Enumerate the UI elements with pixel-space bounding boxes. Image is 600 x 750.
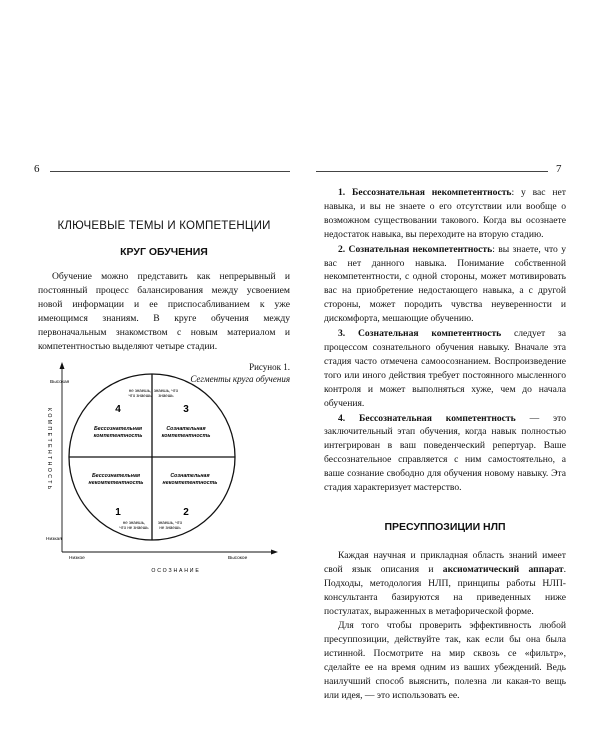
figure-caption-text: Сегменты круга обучения: [190, 374, 290, 385]
quadrant-3-note-line2: знаешь: [158, 393, 174, 398]
stage-2-bold: 2. Сознательная некомпетентность: [338, 243, 493, 255]
section-title: КЛЮЧЕВЫЕ ТЕМЫ И КОМПЕТЕНЦИИ: [57, 220, 271, 232]
para1-part-b: . Подходы, методология НЛП, принципы работы НЛП-консультанта базируются на приведенных ниже постулатах, выраженных в метафорической форме.: [324, 563, 567, 617]
quadrant-1-label-line2: некомпетентность: [88, 480, 144, 486]
quadrant-1-label-line1: Бессознательная: [91, 473, 141, 479]
quadrant-3-label-line1: Сознательная: [166, 426, 206, 432]
para1-part-a: Каждая научная и прикладная область знаний имеет свой язык описания и: [324, 549, 566, 575]
para1-bold: аксиоматический аппарат: [442, 563, 564, 575]
quadrant-2-note-line1: знаешь, что: [157, 520, 183, 525]
quadrant-3-note-line1: знаешь, что: [153, 388, 179, 393]
quadrant-4-note-line2: что знаешь: [128, 393, 152, 398]
stage-1-text: : у вас нет навыка, и вы не знаете о его отсутствии или вообще о возможном существовании такового. Когда вы осознаете недостаток навыка, вы переходите на вторую стадию.: [324, 187, 566, 240]
x-axis-arrow: [271, 550, 278, 555]
quadrant-1-number: 1: [115, 507, 121, 518]
presuppositions-paragraph-1: [324, 549, 566, 619]
intro-paragraph: Обучение можно представить как непрерывный и постоянный процесс балансирования между усвоением новой информации и ее приспосабливанием к уже имеющимся знаниям. В круге обучения между первоначальным знакомством с новым материалом и компетентностью выделяют четыре стадии.: [38, 271, 290, 352]
stage-4-text: — это заключительный этап обучения, когда навык полностью интегрирован в ваш поведенческий репертуар. Ваше бессознательное справляется с ним самостоятельно, а ваше сознание свободно для обучения новому навыку. Эта стадия характеризует мастерство.: [324, 412, 566, 494]
quadrant-3-label-line2: компетентность: [161, 433, 211, 439]
quadrant-1-note-line2: что не знаешь: [119, 525, 149, 530]
presuppositions-paragraph-2: Для того чтобы проверить эффективность любой пресуппозиции, действуйте так, как если бы она была истинной. Посмотрите на мир сквозь се «фильтр», сделайте ее на время одним из ваших убеждений. Ведь наилучший способ выяснить, полезна ли какая-то вещь или идея, — это использовать ее.: [324, 620, 566, 701]
y-axis-title: КОМПЕТЕНТНОСТЬ: [46, 408, 52, 492]
quadrant-2-label-line1: Сознательная: [170, 473, 210, 479]
quadrant-1-note-line1: не знаешь,: [122, 520, 146, 525]
subheading-learning-circle: КРУГ ОБУЧЕНИЯ: [120, 246, 208, 258]
stage-3-text: следует за процессом сознательного обучения навыку. Вначале эта стадия часто отмечена самоосознанием. Воспроизведение того или иного действия требует постоянного мысленного контроля и может выполняться хуже, чем до начала обучения.: [324, 328, 566, 409]
y-low-label: Низкая: [46, 537, 62, 542]
quadrant-2-note-line2: не знаешь: [159, 525, 181, 530]
quadrant-4: [94, 388, 153, 439]
quadrant-4-note-line1: не знаешь,: [128, 388, 152, 393]
y-axis-arrow: [60, 362, 65, 369]
page-number-left: 6: [34, 163, 40, 175]
x-high-label: Высокое: [228, 556, 248, 561]
stage-4-bold: 4. Бессознательная компетентность: [338, 412, 516, 424]
quadrant-1: [89, 473, 150, 530]
figure-label: Рисунок 1.: [249, 362, 290, 373]
right-page-content: [324, 186, 566, 704]
quadrant-3: [154, 388, 211, 439]
header-rule-right: [316, 171, 548, 172]
x-low-label: Низкое: [69, 556, 85, 561]
page-number-right: 7: [556, 163, 562, 175]
stage-1-paragraph: [324, 186, 566, 242]
quadrant-4-label-line2: компетентность: [93, 433, 143, 439]
x-axis-title: ОСОЗНАНИЕ: [151, 568, 201, 574]
learning-circle-diagram: [38, 360, 290, 580]
stage-3-paragraph: [324, 327, 566, 410]
y-high-label: Высокая: [50, 380, 70, 385]
quadrant-2-label-line2: некомпетентность: [162, 480, 218, 486]
left-page-content: [38, 186, 290, 385]
quadrant-3-number: 3: [183, 404, 189, 415]
stage-3-bold: 3. Сознательная компетентность: [338, 328, 502, 340]
subheading-nlp-presuppositions: ПРЕСУППОЗИЦИИ НЛП: [384, 520, 506, 533]
quadrant-4-number: 4: [115, 404, 121, 415]
stage-4-paragraph: [324, 412, 566, 495]
quadrant-2-number: 2: [183, 507, 189, 518]
stage-2-paragraph: [324, 243, 566, 326]
stage-1-bold: 1. Бессознательная некомпетентность: [338, 187, 512, 198]
quadrant-2: [158, 473, 218, 530]
stage-2-text: : вы знаете, что у вас нет данного навыка. Понимание собственной некомпетентности, с одной стороны, может мотивировать вас на приобретение недостающего навыка, а с другой стороны, может породить чувства неуверенности и дискомфорта, мешающие обучению.: [324, 243, 566, 325]
quadrant-4-label-line1: Бессознательная: [93, 426, 143, 432]
header-rule-left: [50, 171, 290, 172]
